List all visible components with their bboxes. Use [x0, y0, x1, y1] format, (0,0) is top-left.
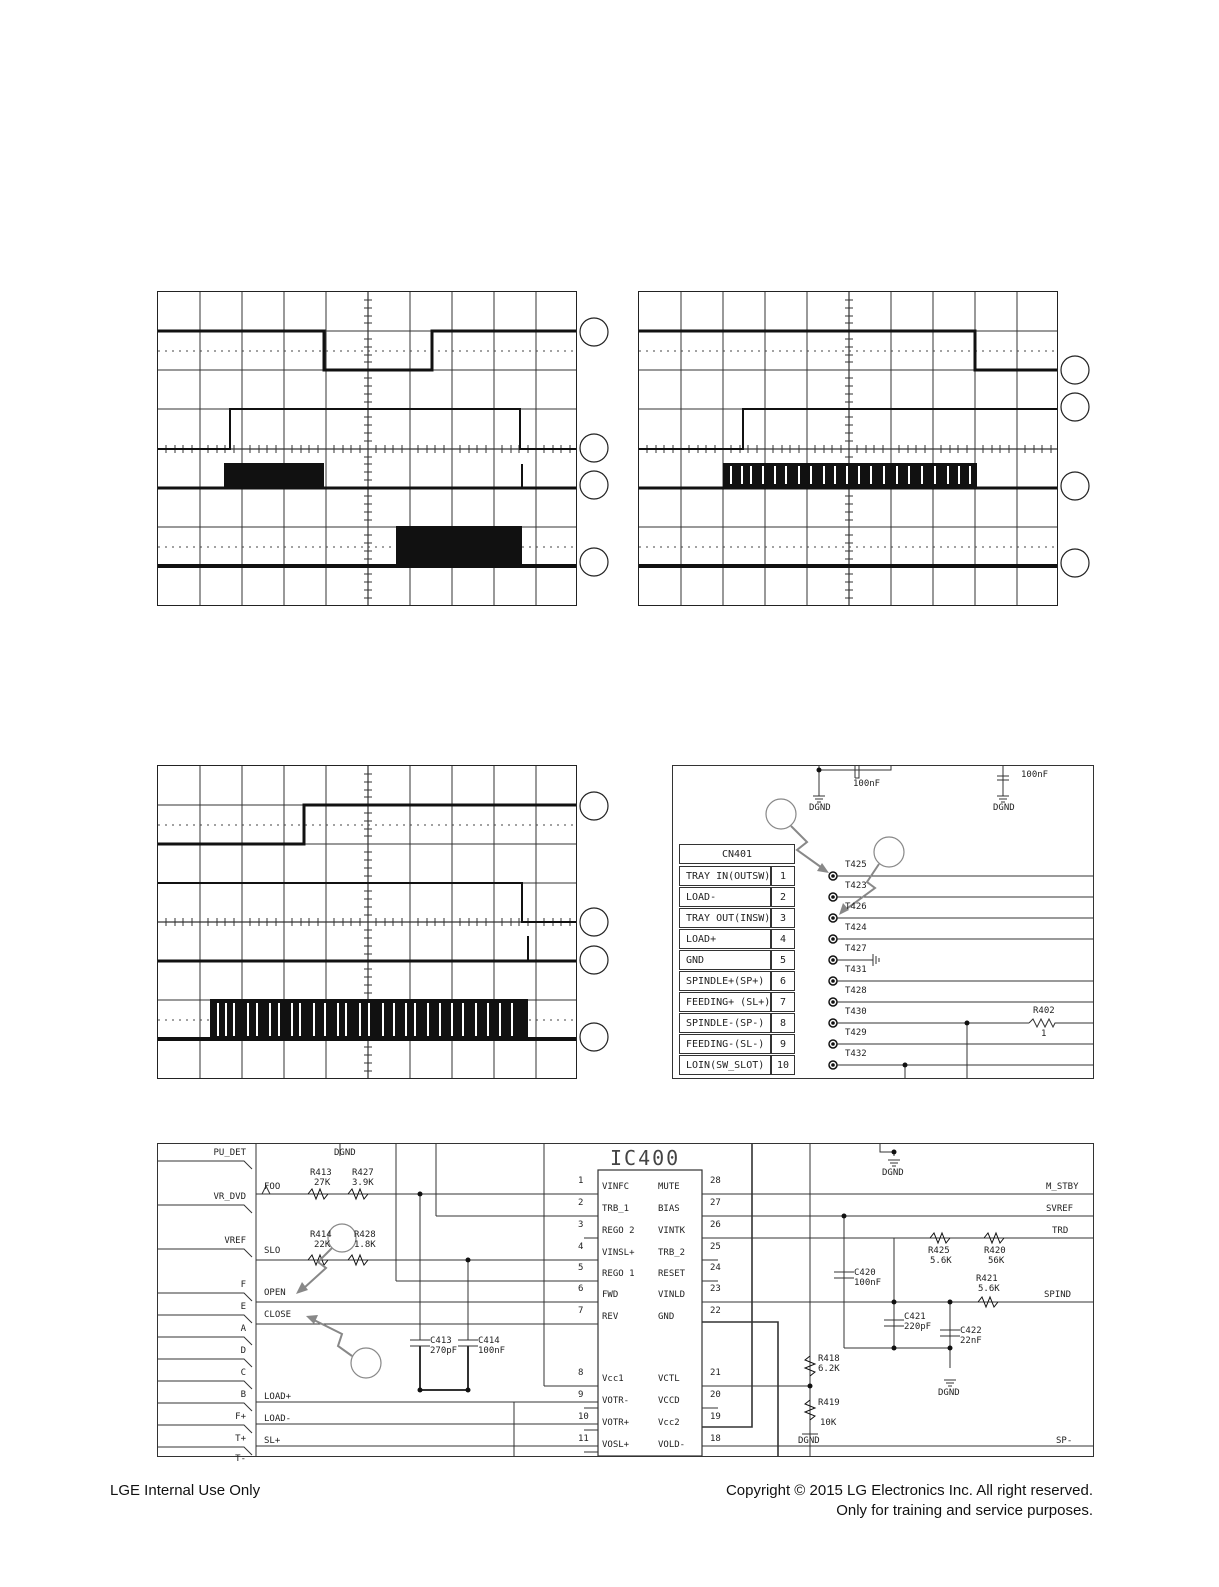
- footer-training-note: Only for training and service purposes.: [836, 1502, 1093, 1519]
- cn401-signal-name: FEEDING-(SL-): [679, 1034, 771, 1054]
- cn401-signal-name: FEEDING+ (SL+): [679, 992, 771, 1012]
- footer-internal-use: LGE Internal Use Only: [110, 1482, 261, 1499]
- ic400-schematic: [157, 1143, 1094, 1464]
- net-dgnd-c422: DGND: [938, 1388, 960, 1398]
- ic-left-pin-number: 4: [578, 1242, 584, 1252]
- part-r418: R418: [818, 1354, 840, 1364]
- net-slo: SLO: [264, 1246, 281, 1256]
- ic-right-pin-name: VCTL: [658, 1374, 680, 1384]
- part-r419: R419: [818, 1398, 840, 1408]
- ic-left-pin-name: REV: [602, 1312, 619, 1322]
- net-sl-plus: SL+: [264, 1436, 281, 1446]
- connector-left-label: T-: [235, 1454, 246, 1464]
- part-r428: R428: [354, 1230, 376, 1240]
- scope-3-markers: [576, 786, 616, 1056]
- cn401-test-point: T425: [845, 860, 867, 870]
- ic-left-pin-number: 1: [578, 1176, 584, 1186]
- ic-left-pin-name: VINFC: [602, 1182, 630, 1192]
- ic-right-pin-name: TRB_2: [658, 1248, 686, 1258]
- net-svref: SVREF: [1046, 1204, 1074, 1214]
- ic-right-pin-number: 20: [710, 1390, 721, 1400]
- ic-left-pin-number: 2: [578, 1198, 584, 1208]
- net-sp-minus: SP-: [1056, 1436, 1073, 1446]
- cn401-pin-number: 9: [771, 1034, 795, 1054]
- ic-right-pin-number: 21: [710, 1368, 721, 1378]
- part-r420-v: 56K: [988, 1256, 1005, 1266]
- scope-1-bursts: [224, 463, 522, 567]
- ic-left-pin-number: 9: [578, 1390, 584, 1400]
- ic-right-pin-name: RESET: [658, 1269, 686, 1279]
- part-r413: R413: [310, 1168, 332, 1178]
- marker-circle: [580, 792, 608, 820]
- ic-right-pin-number: 19: [710, 1412, 721, 1422]
- marker-circle: [580, 1023, 608, 1051]
- part-r421: R421: [976, 1274, 998, 1284]
- cn401-signal-name: SPINDLE-(SP-): [679, 1013, 771, 1033]
- dgnd-label-1: DGND: [809, 803, 831, 813]
- ic-right-pin-number: 27: [710, 1198, 721, 1208]
- part-r413-v: 27K: [314, 1178, 331, 1188]
- cn401-signal-name: GND: [679, 950, 771, 970]
- marker-circle: [580, 471, 608, 499]
- ic-left-pin-name: REGO 1: [602, 1269, 635, 1279]
- oscilloscope-2: [638, 291, 1058, 606]
- r402-label: R402: [1033, 1006, 1055, 1016]
- cn401-signal-name: LOAD-: [679, 887, 771, 907]
- ic-right-pin-name: VOLD-: [658, 1440, 686, 1450]
- cn401-pin-number: 4: [771, 929, 795, 949]
- net-foo: FOO: [264, 1182, 281, 1192]
- ic-right-pin-number: 24: [710, 1263, 721, 1273]
- ic-left-pin-number: 3: [578, 1220, 584, 1230]
- part-r425-v: 5.6K: [930, 1256, 952, 1266]
- cn401-test-point: T423: [845, 881, 867, 891]
- cn401-signal-name: SPINDLE+(SP+): [679, 971, 771, 991]
- ic-right-pin-number: 25: [710, 1242, 721, 1252]
- part-c422-v: 22nF: [960, 1336, 982, 1346]
- part-c421-v: 220pF: [904, 1322, 932, 1332]
- ic-right-pin-number: 28: [710, 1176, 721, 1186]
- part-c413: C413: [430, 1336, 452, 1346]
- cn401-pin-number: 2: [771, 887, 795, 907]
- connector-left-label: F+: [235, 1412, 246, 1422]
- ic-left-pin-number: 11: [578, 1434, 589, 1444]
- scope-2-svg: [639, 292, 1057, 605]
- part-c413-v: 270pF: [430, 1346, 458, 1356]
- net-trd: TRD: [1052, 1226, 1069, 1236]
- ic-left-pin-number: 8: [578, 1368, 584, 1378]
- cn401-table: [679, 844, 795, 864]
- cn401-pin-number: 1: [771, 866, 795, 886]
- cn401-test-point: T427: [845, 944, 867, 954]
- cn401-test-point: T432: [845, 1049, 867, 1059]
- connector-left-label: F: [240, 1280, 246, 1290]
- cn401-signal-name: TRAY OUT(INSW): [679, 908, 771, 928]
- connector-left-label: T+: [235, 1434, 246, 1444]
- footer-copyright: Copyright © 2015 LG Electronics Inc. All right reserved.: [725, 1482, 1093, 1499]
- ic-right-pin-name: MUTE: [658, 1182, 680, 1192]
- ic-right-pin-name: BIAS: [658, 1204, 680, 1214]
- part-r420: R420: [984, 1246, 1006, 1256]
- marker-circle: [580, 908, 608, 936]
- part-r427: R427: [352, 1168, 374, 1178]
- ic-left-pin-number: 5: [578, 1263, 584, 1273]
- connector-left-label: D: [240, 1346, 246, 1356]
- r402-value: 1: [1041, 1029, 1047, 1039]
- ic-left-pin-name: VINSL+: [602, 1248, 635, 1258]
- part-c420: C420: [854, 1268, 876, 1278]
- cn401-title: CN401: [680, 845, 795, 864]
- cn401-test-point: T430: [845, 1007, 867, 1017]
- scope-3-svg: [158, 766, 576, 1078]
- connector-pin-dots: [829, 872, 837, 1069]
- ic-left-pin-name: FWD: [602, 1290, 619, 1300]
- part-c420-v: 100nF: [854, 1278, 882, 1288]
- part-c414: C414: [478, 1336, 500, 1346]
- connector-left-label: A: [240, 1324, 246, 1334]
- ic-left-pin-number: 6: [578, 1284, 584, 1294]
- ic-left-pin-number: 10: [578, 1412, 589, 1422]
- cn401-pin-number: 6: [771, 971, 795, 991]
- cap-value-1: 100nF: [853, 779, 881, 789]
- ic-right-pin-number: 23: [710, 1284, 721, 1294]
- ic-left-pin-name: VOSL+: [602, 1440, 630, 1450]
- marker-circle: [1061, 549, 1089, 577]
- ic-left-pin-name: VOTR+: [602, 1418, 630, 1428]
- part-r414-v: 22K: [314, 1240, 331, 1250]
- cn401-pin-number: 7: [771, 992, 795, 1012]
- connector-left-label: VREF: [224, 1236, 246, 1246]
- ic-right-pin-number: 18: [710, 1434, 721, 1444]
- part-r421-v: 5.6K: [978, 1284, 1000, 1294]
- net-m-stby: M_STBY: [1046, 1182, 1079, 1192]
- cn401-signal-name: LOAD+: [679, 929, 771, 949]
- marker-circle: [580, 946, 608, 974]
- connector-left-label: VR_DVD: [213, 1192, 246, 1202]
- cn401-pin-number: 5: [771, 950, 795, 970]
- marker-circle: [580, 548, 608, 576]
- scope-2-markers: [1057, 350, 1097, 590]
- marker-circle: [580, 318, 608, 346]
- part-r414: R414: [310, 1230, 332, 1240]
- scope-1-markers: [576, 313, 616, 583]
- ic-left-pin-name: VOTR-: [602, 1396, 630, 1406]
- cn401-test-point: T424: [845, 923, 867, 933]
- net-load-plus: LOAD+: [264, 1392, 292, 1402]
- cn401-test-point: T429: [845, 1028, 867, 1038]
- ic-left-pin-name: REGO 2: [602, 1226, 635, 1236]
- part-c422: C422: [960, 1326, 982, 1336]
- net-spind: SPIND: [1044, 1290, 1072, 1300]
- net-dgnd-r419: DGND: [798, 1436, 820, 1446]
- connector-left-label: B: [240, 1390, 246, 1400]
- cn401-pin-number: 3: [771, 908, 795, 928]
- cn401-test-point: T426: [845, 902, 867, 912]
- part-r425: R425: [928, 1246, 950, 1256]
- cn401-schematic: [672, 765, 1094, 1079]
- connector-left-label: C: [240, 1368, 246, 1378]
- oscilloscope-1: [157, 291, 577, 606]
- part-c421: C421: [904, 1312, 926, 1322]
- ic-left-pin-number: 7: [578, 1306, 584, 1316]
- net-open: OPEN: [264, 1288, 286, 1298]
- ic-right-pin-name: VINTK: [658, 1226, 686, 1236]
- ic-left-pin-name: TRB_1: [602, 1204, 630, 1214]
- connector-left-label: PU_DET: [213, 1148, 246, 1158]
- part-r427-v: 3.9K: [352, 1178, 374, 1188]
- cn401-signal-name: TRAY IN(OUTSW): [679, 866, 771, 886]
- net-close: CLOSE: [264, 1310, 292, 1320]
- part-r428-v: 1.8K: [354, 1240, 376, 1250]
- cap-value-2: 100nF: [1021, 770, 1049, 780]
- oscilloscope-3: [157, 765, 577, 1079]
- ic-right-pin-number: 22: [710, 1306, 721, 1316]
- net-dgnd-top: DGND: [334, 1148, 356, 1158]
- cn401-pin-number: 10: [771, 1055, 795, 1075]
- connector-left-label: E: [240, 1302, 246, 1312]
- ic-left-pin-name: Vcc1: [602, 1374, 624, 1384]
- marker-circle: [1061, 356, 1089, 384]
- cn401-test-point: T431: [845, 965, 867, 975]
- part-c414-v: 100nF: [478, 1346, 506, 1356]
- cn401-test-point: T428: [845, 986, 867, 996]
- ic-right-pin-number: 26: [710, 1220, 721, 1230]
- ic-right-pin-name: VCCD: [658, 1396, 680, 1406]
- marker-circle: [580, 434, 608, 462]
- marker-circle: [1061, 472, 1089, 500]
- ic-right-pin-name: GND: [658, 1312, 675, 1322]
- marker-circle: [1061, 393, 1089, 421]
- cn401-signal-name: LOIN(SW_SLOT): [679, 1055, 771, 1075]
- dgnd-label-2: DGND: [993, 803, 1015, 813]
- net-load-minus: LOAD-: [264, 1414, 292, 1424]
- scope-1-svg: [158, 292, 576, 605]
- net-dgnd-right: DGND: [882, 1168, 904, 1178]
- part-r419-v: 10K: [820, 1418, 837, 1428]
- cn401-pin-number: 8: [771, 1013, 795, 1033]
- ic-right-pin-name: VINLD: [658, 1290, 686, 1300]
- part-r418-v: 6.2K: [818, 1364, 840, 1374]
- scope-2-bursts: [723, 463, 977, 489]
- ic-title: IC400: [610, 1146, 681, 1170]
- ic-right-pin-name: Vcc2: [658, 1418, 680, 1428]
